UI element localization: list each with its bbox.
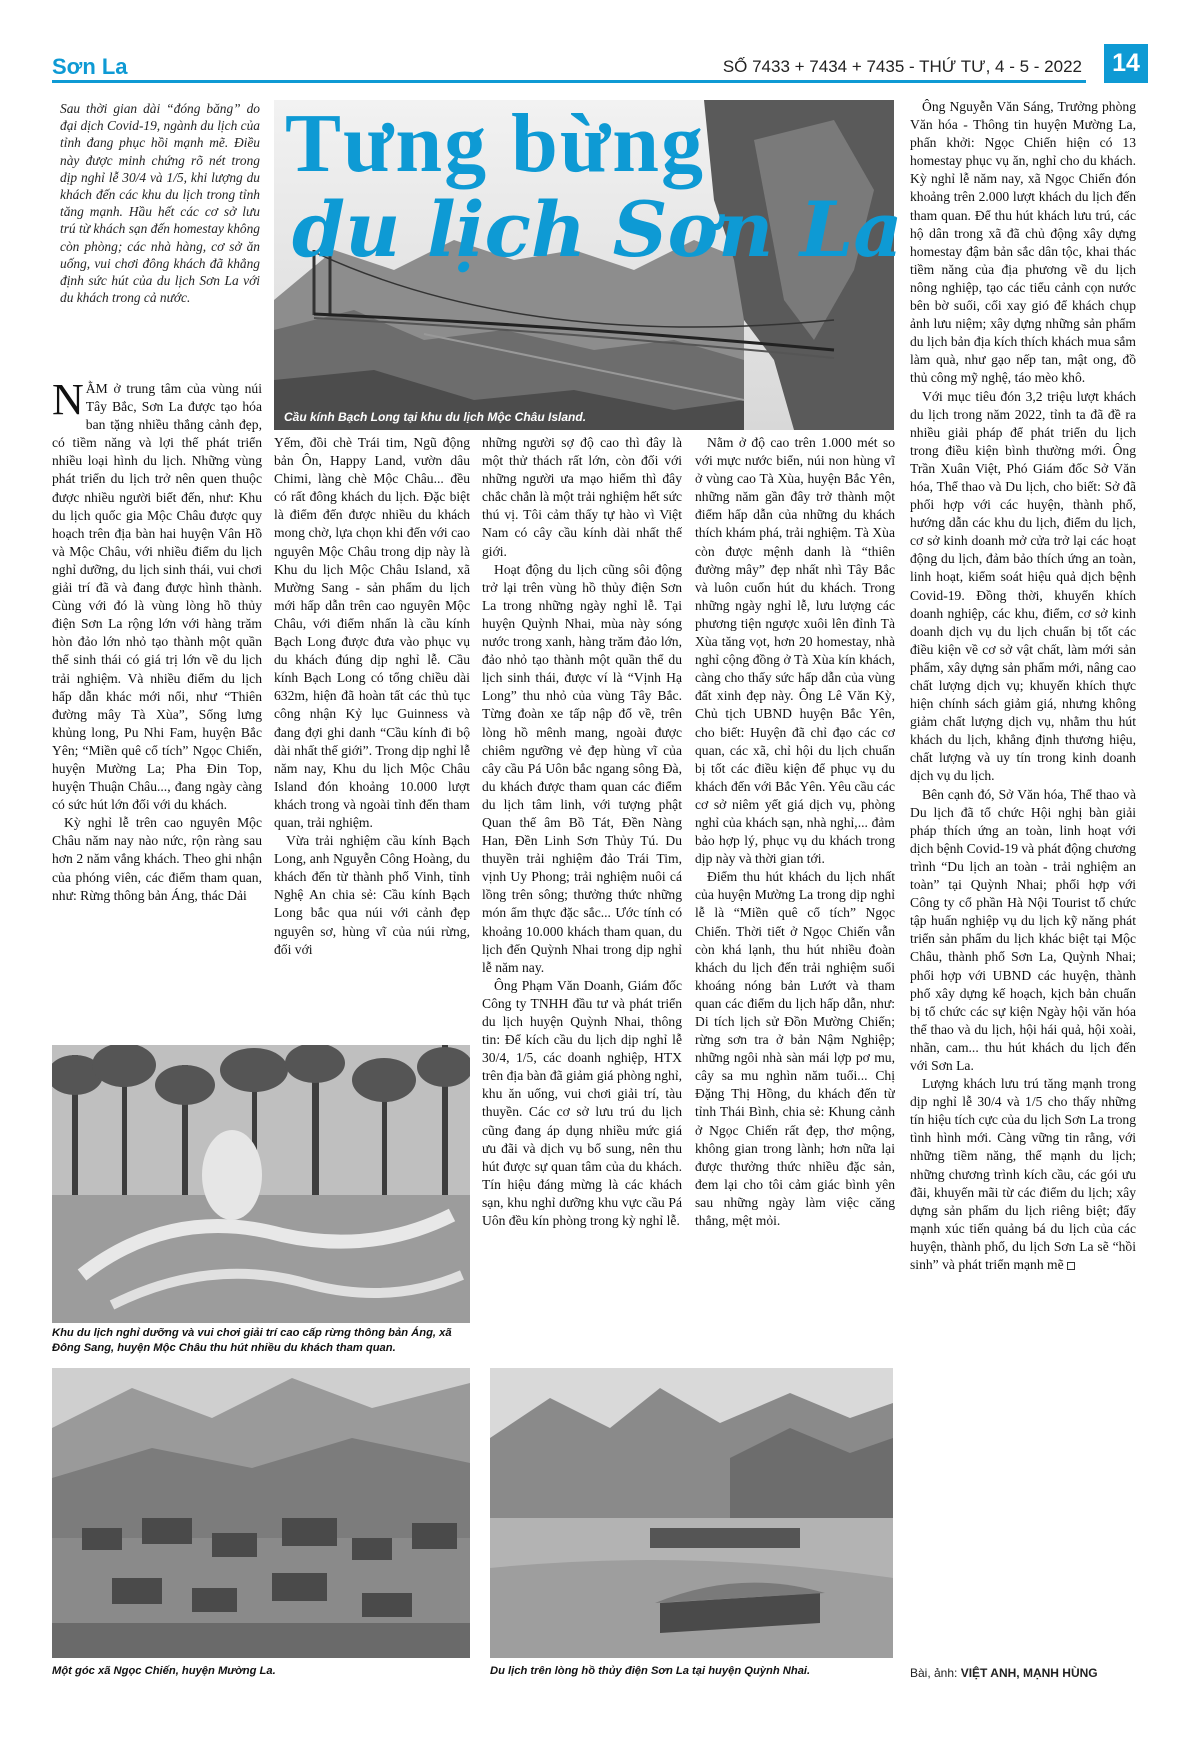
page-number: 14: [1104, 44, 1148, 83]
article-paragraph: Yếm, đồi chè Trái tim, Ngũ động bản Ôn, Happy Land, vườn dâu Chimi, làng chè Mộc Châu... đều có rất đông khách du lịch. Đặc biệt là điểm đến được nhiều du khách mong chờ, lựa chọn khi đến với cao nguyên Mộc Châu trong dịp này là Khu du lịch Mộc Châu Island, xã Mường Sang - sản phẩm du lịch mới hấp dẫn trên cao nguyên Mộc Châu, với điểm nhấn là cầu kính Bạch Long được đưa vào phục vụ du khách đúng dịp nghỉ lễ. Cầu kính Bạch Long có tổng chiều dài 632m, hiện đã hoàn tất các thủ tục công nhận Kỷ lục Guinness và đang đợi ghi danh “Cầu kính đi bộ dài nhất thế giới”. Trong dịp nghỉ lễ năm nay, Khu du lịch Mộc Châu Island đón khoảng 10.000 lượt khách trong và ngoài tỉnh đến tham quan, trải nghiệm.: [274, 435, 470, 830]
headline-line-2: du lịch Sơn La: [292, 185, 903, 274]
article-paragraph: Bên cạnh đó, Sở Văn hóa, Thể thao và Du lịch đã tổ chức Hội nghị bàn giải pháp thích ứng an toàn, linh hoạt với dịch bệnh Covid-19 và phát động chương trình “Du lịch an toàn - trải nghiệm an toàn” tại Quỳnh Nhai; phối hợp với Công ty cổ phần Hà Nội Tourist tổ chức tập huấn nghiệp vụ du lịch kỹ năng phát triển sản phẩm du lịch khác biệt tại Mộc Châu, thành phố Sơn La, Quỳnh Nhai; phối hợp với UBND các huyện, thành phố xây dựng kế hoạch, kịch bản chuẩn bị tổ chức các sự kiện Ngày hội văn hóa thể thao và du lịch, hội hái quả, hội xoài, nhãn, cam... thu hút khách du lịch đến với Sơn La.: [910, 786, 1136, 1073]
village-photo: [52, 1368, 470, 1658]
article-paragraph: [52, 380, 262, 814]
header-rule: [52, 80, 1086, 83]
lake-illustration: [490, 1368, 893, 1658]
bridge-photo-caption: Cầu kính Bạch Long tại khu du lịch Mộc Châu Island.: [284, 410, 587, 424]
paragraph-text: ẰM ở trung tâm của vùng núi Tây Bắc, Sơn La được tạo hóa ban tặng nhiều thắng cảnh đẹp, có tiềm năng và lợi thế phát triển nhiều loại hình du lịch. Những vùng phát triển du lịch trở nên quen thuộc được nhiều người biết đến, như: Khu du lịch quốc gia Mộc Châu được quy hoạch trên địa bàn hai huyện Vân Hồ và Mộc Châu, với nhiều điểm du lịch nghỉ dưỡng, du lịch sinh thái, vui chơi giải trí đã và đang được hình thành. Cùng với đó là vùng lòng hồ thủy điện Sơn La rộng lớn với hàng trăm hòn đảo lớn nhỏ tạo thành một quần thể sinh thái có giá trị lớn về du lịch trải nghiệm. Và nhiều điểm du lịch hấp dẫn khác mới nổi, như “Thiên đường mây Tà Xùa”, Sống lưng khủng long, Pu Nhi Fam, huyện Bắc Yên; “Miền quê cổ tích” Ngọc Chiến, huyện Mường La; Pha Đin Top, huyện Thuận Châu..., đang ngày càng có sức hút lớn đối với du khách.: [52, 381, 262, 813]
byline-prefix: Bài, ảnh:: [910, 1666, 958, 1680]
article-paragraph: Ông Phạm Văn Doanh, Giám đốc Công ty TNHH đầu tư và phát triển du lịch huyện Quỳnh Nhai, thông tin: Để kích cầu du lịch dịp nghỉ lễ 30/4, 1/5, các doanh nghiệp, HTX trên địa bàn đã giảm giá phòng nghỉ, khu ăn uống, vui chơi giải trí, tàu thuyền. Các cơ sở lưu trú du lịch cũng đang áp dụng nhiều mức giá ưu đãi và dịch vụ bổ sung, nên thu hút được sự quan tâm của du khách. Tín hiệu đáng mừng là các khách sạn, khu nghỉ dưỡng khu vực cầu Pá Uôn đều kín phòng trong kỳ nghỉ lễ.: [482, 977, 682, 1229]
village-photo-caption: Một góc xã Ngọc Chiến, huyện Mường La.: [52, 1665, 276, 1677]
article-paragraph: Kỳ nghỉ lễ trên cao nguyên Mộc Châu năm nay nào nức, rộn ràng sau hơn 2 năm vắng khách. Theo ghi nhận của phóng viên, các điểm tham quan, như: Rừng thông bản Áng, thác Dải: [52, 815, 262, 903]
article-paragraph: những người sợ độ cao thì đây là một thử thách rất lớn, còn đối với những người ưa mạo hiểm thì đây chắc chắn là một trải nghiệm hết sức thú vị. Tôi cảm thấy tự hào vì Việt Nam có cây cầu kính dài nhất thế giới.: [482, 435, 682, 559]
issue-info: SỐ 7433 + 7434 + 7435 - THỨ TƯ, 4 - 5 - 2022: [722, 57, 1082, 76]
article-lead: Sau thời gian dài “đóng băng” do đại dịch Covid-19, ngành du lịch của tỉnh đang phục hồi mạnh mẽ. Điều này được minh chứng rõ nét trong dịp nghỉ lễ 30/4 và 1/5, khi lượng du khách đến các khu du lịch trong tỉnh tăng mạnh. Hầu hết các cơ sở lưu trú từ khách sạn đến homestay không còn phòng; các nhà hàng, cơ sở ăn uống, vui chơi đông khách đã khẳng định sức hút của du lịch Sơn La với du khách trong cả nước.: [60, 101, 260, 306]
headline-line-1: Tưng bừng: [285, 97, 705, 190]
article-column-5: [910, 98, 1136, 1668]
article-column-4: [695, 434, 895, 1394]
byline: [910, 1666, 1136, 1680]
article-column-1: [52, 380, 262, 1045]
article-paragraph: Vừa trải nghiệm cầu kính Bạch Long, anh Nguyễn Công Hoàng, du khách đến từ thành phố Vinh, tỉnh Nghệ An chia sẻ: Cầu kính Bạch Long bắc qua núi với cảnh đẹp nguyên sơ, hùng vĩ của núi rừng, đối với: [274, 833, 470, 957]
page-header: [52, 44, 1148, 84]
section-name: Sơn La: [52, 54, 128, 79]
pine-photo-caption: Khu du lịch nghỉ dưỡng và vui chơi giải trí cao cấp rừng thông bản Áng, xã Đông Sang, huyện Mộc Châu thu hút nhiều du khách tham quan.: [52, 1327, 452, 1354]
article-column-2: [274, 434, 470, 1039]
pine-forest-illustration: [52, 1045, 470, 1323]
lake-photo-caption: Du lịch trên lòng hồ thủy điện Sơn La tại huyện Quỳnh Nhai.: [490, 1665, 811, 1677]
article-paragraph: [910, 1075, 1136, 1274]
pine-forest-photo: [52, 1045, 470, 1323]
byline-authors: VIỆT ANH, MẠNH HÙNG: [960, 1666, 1098, 1680]
drop-cap: N: [52, 380, 84, 424]
article-paragraph: Hoạt động du lịch cũng sôi động trở lại trên vùng hồ thủy điện Sơn La trong những ngày nghỉ lễ. Tại huyện Quỳnh Nhai, mùa này sóng nước trong xanh, hàng trăm đảo lớn, đảo nhỏ tạo thành một quần thể du lịch sinh thái, được ví là “Vịnh Hạ Long” thu nhỏ của vùng Tây Bắc. Từng đoàn xe tấp nập đổ về, trên lòng hồ mênh mang, ngoài được chiêm ngưỡng vẻ đẹp hùng vĩ của cây cầu Pá Uôn bắc ngang sông Đà, du khách được tham quan các điểm du lịch tâm linh, với tượng phật Quan thế âm Bồ Tát, Đền Nàng Han, Đền Linh Sơn Thủy Tú. Du thuyền trải nghiệm đảo Trái Tim, vịnh Uy Phong; trải nghiệm nuôi cá lồng trên sông; thưởng thức những món ẩm thực đặc sắc... Ước tính có khoảng 10.000 khách tham quan, du lịch đến Quỳnh Nhai trong dịp nghỉ lễ năm nay.: [482, 561, 682, 975]
article-paragraph: Với mục tiêu đón 3,2 triệu lượt khách du lịch trong năm 2022, tỉnh ta đã đề ra nhiều giải pháp để phát triển du lịch trong điều kiện bình thường mới. Ông Trần Xuân Việt, Phó Giám đốc Sở Văn hóa, Thể thao và Du lịch, cho biết: Sở đã phối hợp với các huyện, thành phố, hướng dẫn các khu du lịch, điểm du lịch, cơ sở kinh doanh mở cửa trở lại các hoạt động du lịch, đảm bảo thích ứng an toàn, linh hoạt, kiểm soát hiệu quả dịch bệnh Covid-19. Đồng thời, khuyến khích doanh nghiệp, các khu, điểm, cơ sở kinh doanh dịch vụ du lịch chuẩn bị tốt các điều kiện về cơ sở vật chất, làm mới sản phẩm, xây dựng sản phẩm mới, nâng cao chất lượng dịch vụ; khuyến khích thực hiện chính sách giảm giá, nhưng không giảm chất lượng dịch vụ, nhằm thu hút khách du lịch, khẳng định thương hiệu, chất lượng và uy tín trong kinh doanh dịch vụ du lịch.: [910, 388, 1136, 784]
article-paragraph: Ông Nguyễn Văn Sáng, Trưởng phòng Văn hóa - Thông tin huyện Mường La, phấn khởi: Ngọc Chiến hiện có 13 homestay phục vụ ăn, nghỉ cho du khách. Kỳ nghỉ lễ năm nay, xã Ngọc Chiến đón khoảng trên 2.000 lượt khách du lịch đến tham quan. Để thu hút khách lưu trú, các hộ dân trong xã đã chủ động xây dựng homestay đậm bản sắc dân tộc, khai thác tiềm năng của địa phương về du lịch nông nghiệp, tạo các tiểu cảnh cọn nước bên bờ suối, cối xay gió để khách chụp ảnh lưu niệm; xây dựng những sản phẩm du lịch bản địa kích thích khách mua sắm làm quà, như gạo nếp tan, mật ong, đồ thủ công mỹ nghệ, táo mèo khô.: [910, 99, 1136, 386]
lake-photo: [490, 1368, 893, 1658]
article-paragraph: Nằm ở độ cao trên 1.000 mét so với mực nước biển, núi non hùng vĩ ở vùng cao Tà Xùa, huyện Bắc Yên, những năm gần đây trở thành một điểm hấp dẫn của những du khách thích khám phá, trải nghiệm. Tà Xùa còn được mệnh danh là “thiên đường mây” đẹp nhất nhì Tây Bắc và luôn cuốn hút du khách. Trong những ngày nghỉ lễ, lưu lượng các phương tiện ngược xuôi lên đỉnh Tà Xùa tăng vọt, hơn 20 homestay, nhà nghỉ cộng đồng ở Tà Xùa kín khách, càng cho thấy sức hấp dẫn của vùng đất xinh đẹp này. Ông Lê Văn Kỳ, Chủ tịch UBND huyện Bắc Yên, cho biết: Huyện đã chỉ đạo các cơ quan, các xã, chỉ hội du lịch chuẩn bị tốt các điều kiện để phục vụ du khách đến với Bắc Yên. Yêu cầu các cơ sở niêm yết giá dịch vụ, phòng nghỉ của khách sạn, nhà nghỉ,... đảm bảo hợp lý, phục vụ du khách trong dịp này và thời gian tới.: [695, 435, 895, 867]
end-mark-icon: [1067, 1262, 1075, 1270]
village-illustration: [52, 1368, 470, 1658]
article-paragraph: Điểm thu hút khách du lịch nhất của huyện Mường La trong dịp nghỉ lễ là “Miền quê cổ tích” Ngọc Chiến. Thời tiết ở Ngọc Chiến vẫn còn khá lạnh, thu hút nhiều đoàn khách du lịch đến trải nghiệm suối khoáng nóng bản Lướt và tham quan các điểm du lịch hấp dẫn, như: Di tích lịch sử Đồn Mường Chiến; rừng sơn tra ở bản Nậm Nghiệp; những ngôi nhà sàn mái lợp pơ mu, cây sa mu nghìn năm tuổi... Chị Đặng Thị Hồng, du khách đến từ tỉnh Thái Bình, chia sẻ: Khung cảnh ở Ngọc Chiến rất đẹp, thơ mộng, không gian trong lành; hơn nữa lại được thưởng thức nhiều đặc sản, đem lại cho tôi cảm giác bình yên sau những ngày làm việc căng thẳng, mệt mỏi.: [695, 869, 895, 1229]
paragraph-text: Lượng khách lưu trú tăng mạnh trong dịp nghỉ lễ 30/4 và 1/5 cho thấy những tín hiệu tích cực của du lịch Sơn La trong tình hình mới. Càng vững tin rằng, với những tiềm năng, thế mạnh du lịch; những chương trình kích cầu, các gói ưu đãi, khuyến mãi từ các điểm du lịch; xây dựng sản phẩm du lịch riêng biệt; đẩy mạnh xúc tiến quảng bá du lịch của các huyện, thành phố, du lịch Sơn La sẽ “hồi sinh” và phát triển mạnh mẽ: [910, 1076, 1136, 1272]
article-column-3: [482, 434, 682, 1394]
